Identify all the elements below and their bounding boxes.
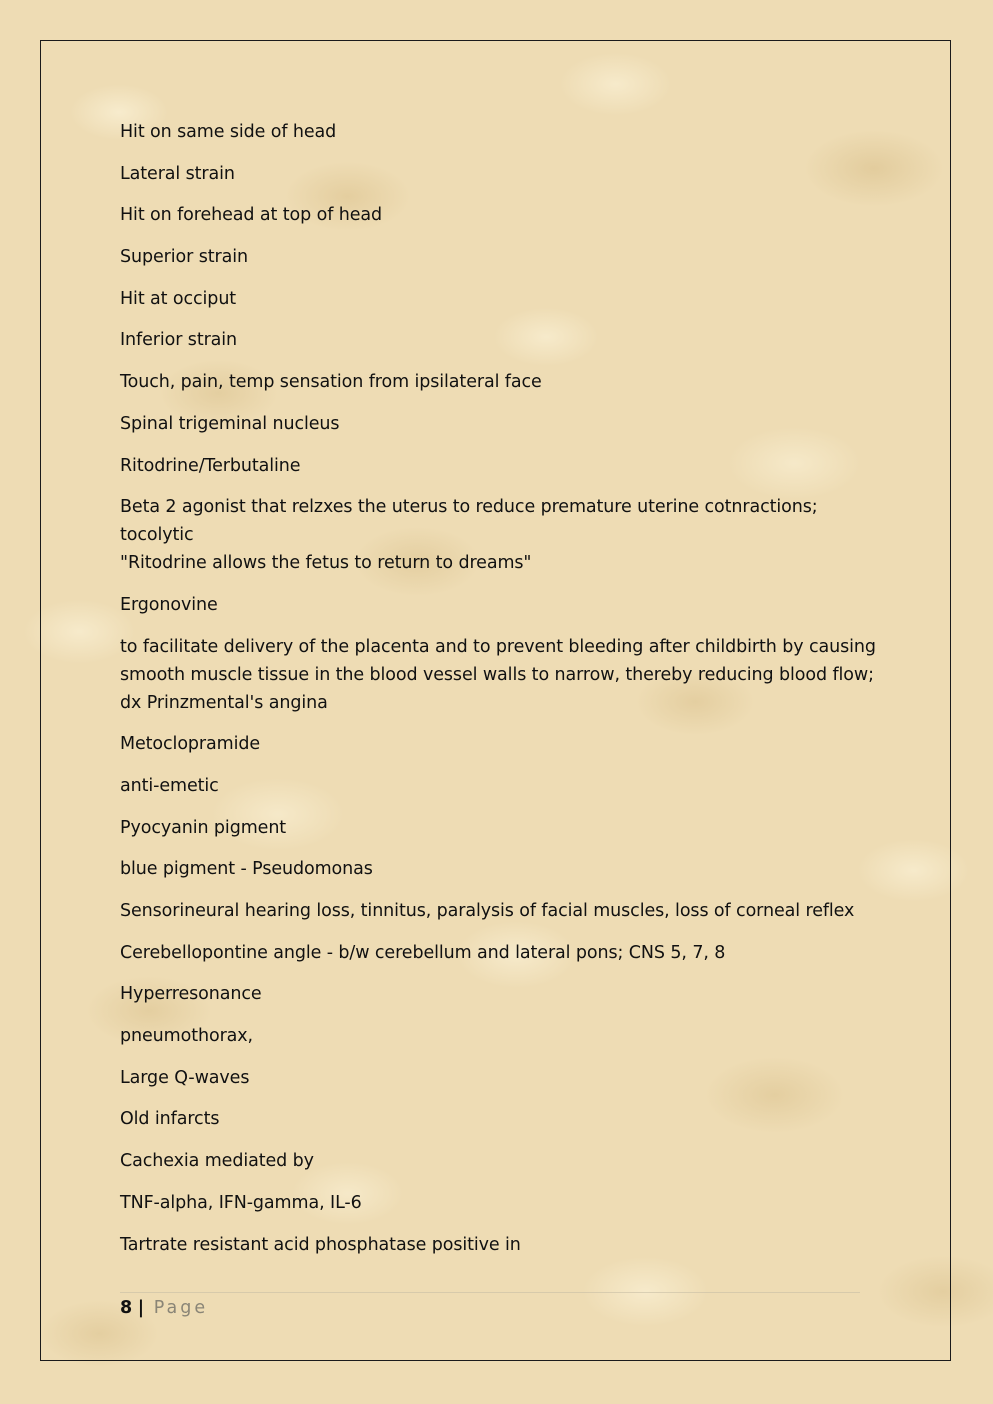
paragraph bbox=[120, 1231, 880, 1259]
paragraph bbox=[120, 410, 880, 438]
text-line: Cerebellopontine angle - b/w cerebellum and lateral pons; CNS 5, 7, 8 bbox=[120, 942, 726, 963]
text-line: Cachexia mediated by bbox=[120, 1151, 314, 1172]
paragraph bbox=[120, 285, 880, 313]
text-line: Hyperresonance bbox=[120, 984, 262, 1005]
text-line: tocolytic bbox=[120, 525, 194, 546]
paragraph bbox=[120, 633, 880, 717]
text-line: dx Prinzmental's angina bbox=[120, 692, 328, 713]
text-line: Hit at occiput bbox=[120, 288, 237, 309]
page-separator: | bbox=[137, 1298, 145, 1318]
paragraph bbox=[120, 368, 880, 396]
footer-divider bbox=[120, 1292, 860, 1293]
paragraph bbox=[120, 1022, 880, 1050]
paragraph bbox=[120, 897, 880, 925]
page-footer bbox=[120, 1295, 208, 1321]
text-line: to facilitate delivery of the placenta and to prevent bleeding after childbirth by causing bbox=[120, 636, 876, 657]
text-line: TNF-alpha, IFN-gamma, IL-6 bbox=[120, 1192, 362, 1213]
paragraph bbox=[120, 591, 880, 619]
text-line: Metoclopramide bbox=[120, 734, 261, 755]
paragraph bbox=[120, 814, 880, 842]
text-line: Ritodrine/Terbutaline bbox=[120, 455, 301, 476]
paragraph bbox=[120, 1105, 880, 1133]
paragraph bbox=[120, 1147, 880, 1175]
text-line: Hit on same side of head bbox=[120, 122, 337, 142]
text-line: Tartrate resistant acid phosphatase positive in bbox=[120, 1234, 521, 1255]
paragraph bbox=[120, 772, 880, 800]
page-label: Page bbox=[153, 1298, 209, 1318]
text-line: Ergonovine bbox=[120, 594, 218, 615]
text-line: Spinal trigeminal nucleus bbox=[120, 413, 340, 434]
paragraph bbox=[120, 160, 880, 188]
paragraph bbox=[120, 118, 880, 146]
document-body bbox=[120, 118, 880, 1272]
paragraph bbox=[120, 452, 880, 480]
text-line: Inferior strain bbox=[120, 330, 238, 351]
text-line: Sensorineural hearing loss, tinnitus, paralysis of facial muscles, loss of corneal reflex bbox=[120, 901, 855, 921]
text-line: anti-emetic bbox=[120, 775, 219, 796]
page-number: 8 bbox=[120, 1298, 133, 1318]
text-line: Superior strain bbox=[120, 247, 248, 268]
text-line: smooth muscle tissue in the blood vessel walls to narrow, thereby reducing blood flow; bbox=[120, 664, 874, 685]
paragraph bbox=[120, 326, 880, 354]
text-line: pneumothorax, bbox=[120, 1026, 254, 1047]
text-line: Old infarcts bbox=[120, 1109, 220, 1130]
paragraph bbox=[120, 1064, 880, 1092]
text-line: Lateral strain bbox=[120, 163, 235, 184]
text-line: Hit on forehead at top of head bbox=[120, 205, 383, 226]
paragraph bbox=[120, 939, 880, 967]
text-line: blue pigment - Pseudomonas bbox=[120, 859, 373, 880]
text-line: Large Q-waves bbox=[120, 1067, 250, 1088]
text-line: Touch, pain, temp sensation from ipsilateral face bbox=[120, 372, 542, 393]
paragraph bbox=[120, 855, 880, 883]
paragraph bbox=[120, 1189, 880, 1217]
paragraph bbox=[120, 201, 880, 229]
paragraph bbox=[120, 980, 880, 1008]
text-line: "Ritodrine allows the fetus to return to dreams" bbox=[120, 553, 532, 574]
paragraph bbox=[120, 493, 880, 577]
paragraph bbox=[120, 243, 880, 271]
paragraph bbox=[120, 730, 880, 758]
text-line: Pyocyanin pigment bbox=[120, 817, 287, 838]
text-line: Beta 2 agonist that relzxes the uterus to reduce premature uterine cotnractions; bbox=[120, 497, 818, 518]
